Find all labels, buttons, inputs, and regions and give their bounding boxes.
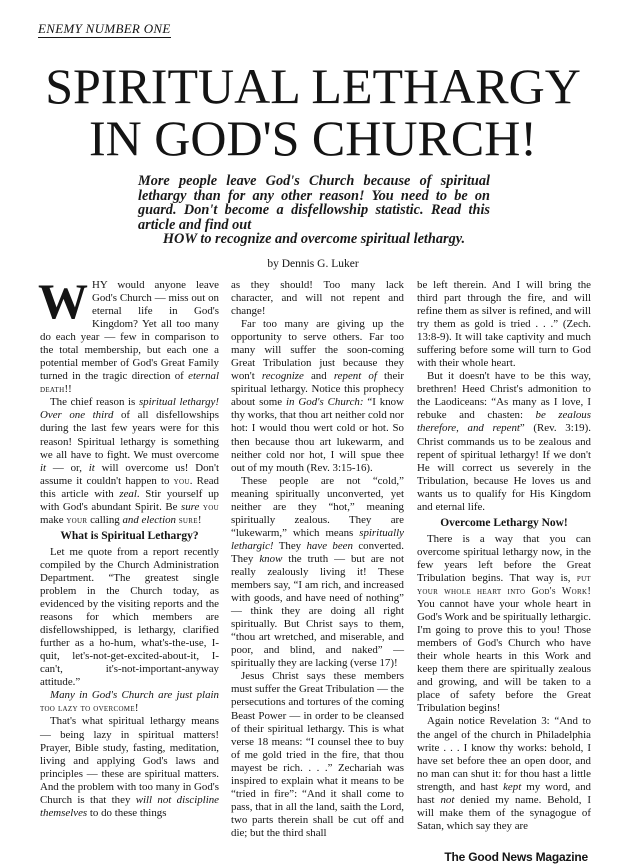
drop-cap: W — [38, 272, 88, 329]
text: There is a way that you can overcome spiritual lethargy now, in the few years left before the Great Tribulation begins. That way is, — [417, 532, 591, 584]
text: their spiritual lethargy. Notice this prophecy about some — [231, 370, 404, 409]
text: But it doesn't have to be this way, brethren! Heed Christ's admonition to the Laodiceans: “As many as I love, I rebuke and chasten: — [417, 370, 591, 422]
italic-text: spiritual lethargy! Over one third — [40, 396, 220, 422]
smallcaps-text: you — [202, 501, 219, 513]
title-line-2: IN GOD'S CHURCH! — [89, 110, 537, 166]
italic-text: recognize — [261, 370, 304, 383]
paragraph: be left therein. And I will bring the third part through the fire, and will refine them as silver is refined, and will try them as gold is tried . . .” (Zech. 13:8-9). It will take captivity and much suffering before some will turn to God with their whole heart. — [417, 278, 591, 370]
text: my word, and hast — [417, 780, 591, 806]
smallcaps-text: put your whole heart into God's Work — [417, 572, 591, 597]
text: ! You cannot have your whole heart in God's Work and be spiritually lethargic. I'm going to prove this to you! Those members of God's Church who have their whole hearts in this Work and keep them there are spiritually zealous and growing, and will be taken to a place of safety before the Great Tribulation begins! — [417, 585, 591, 715]
paragraph: Jesus Christ says these members must suffer the Great Tribulation — the persecutions and tortures of the coming Beast Power — in order to be cleansed of their spiritual lethargy. This is what verse 18 means: “I counsel thee to buy of me gold tried in the fire, that thou mayest be rich. . . .” Zechariah was inspired to explain what it means to be “tried in fire”: “And it shall come to pass, that in all the land, saith the Lord, two parts therein shall be cut off and die; but the third shall — [231, 670, 404, 839]
column-2 — [231, 279, 404, 840]
paragraph: Let me quote from a report recently compiled by the Church Administration Department. “The greatest single problem in the Church today, as evidenced by the visiting reports and the reasons for which members are disfellowshipped, is lethargy, clarified further as a ho-hum, what's-the-use, I-quit, let's-not-get-excited-about-it, I-can't, it's-not-important-anyway attitude.” — [40, 545, 219, 689]
italic-text: it — [88, 461, 95, 474]
kicker: ENEMY NUMBER ONE — [38, 21, 171, 36]
italic-text: spiritually lethargic! — [231, 526, 404, 552]
paragraph — [40, 689, 219, 715]
smallcaps-text: sure — [178, 514, 198, 526]
italic-text: have been — [306, 539, 353, 552]
deck — [138, 174, 490, 247]
text: Again notice Revelation 3: “And to the angel of the church in Philadelphia write . . . I know thy works: behold, I have set before thee an open door, and no man can shut it: for thou hast a little strength, and hast — [417, 715, 591, 793]
italic-text: eternal — [188, 370, 219, 383]
text: ! — [197, 513, 202, 526]
paragraph — [40, 715, 219, 819]
text: . Stir yourself up with God's abundant Spirit. Be — [40, 487, 219, 513]
text: They — [273, 539, 307, 552]
text: the truth — but are not really zealously living it! These members say, “I am rich, and increased with goods, and have need of nothing” — think they are doing all right spiritually. But Christ says to them, “thou art wretched, and miserable, and poor, and blind, and naked” — spiritually they are lacking (verse 17)! — [231, 552, 404, 670]
text: will overcome us! Don't assume it couldn't happen to — [40, 461, 219, 487]
paragraph — [417, 370, 591, 514]
smallcaps-text: you — [173, 475, 190, 487]
text: These people are not “cold,” meaning spiritually unconverted, yet neither are they “hot,” meaning spiritually zealous. They are “lukewarm,” which means — [231, 474, 404, 539]
italic-text: in God's Church: — [286, 396, 364, 409]
text: The chief reason is — [50, 396, 139, 409]
text: denied my name. Behold, I will make them of the synagogue of Satan, which say they are — [417, 793, 591, 832]
italic-text: be zealous therefore, and repent — [417, 409, 591, 435]
paragraph — [231, 475, 404, 671]
text: That's what spiritual lethargy means — being lazy in spiritual matters! Prayer, Bible study, fasting, meditation, living and applying God's laws and principles — these are spiritual matters. And the problem with too many in God's Church is that they — [40, 715, 219, 806]
text: !! — [64, 383, 72, 396]
byline: by Dennis G. Luker — [267, 257, 359, 270]
italic-text: and election — [122, 513, 176, 526]
italic-text: Many in God's Church are just plain — [50, 689, 219, 702]
italic-text: know — [259, 552, 283, 565]
text: ” (Rev. 3:19). Christ commands us to be zealous and repent of spiritual lethargy! If we don't He will correct us severely in the Tribulation, because He loves us and wants us to qualify for His Kingdom and eternal life. — [417, 422, 591, 513]
text: calling — [87, 513, 123, 526]
italic-text: will not discipline themselves — [40, 793, 219, 819]
italic-text: kept — [503, 780, 522, 793]
subhead: Overcome Lethargy Now! — [440, 516, 568, 529]
deck-last-line: HOW to recognize and overcome spiritual lethargy. — [162, 231, 466, 248]
italic-text: zeal — [119, 487, 137, 500]
paragraph — [38, 272, 219, 396]
text: converted. They — [231, 539, 404, 565]
text: make — [40, 513, 67, 526]
text: to do these things — [87, 806, 167, 819]
italic-text: repent of — [333, 370, 377, 383]
deck-main: More people leave God's Church because of spiritual lethargy than for any other reason! You need to be on guard. Don't become a disfellowship statistic. Read this article and find out — [138, 173, 490, 233]
subhead: What is Spiritual Lethargy? — [60, 529, 199, 542]
text: HY would anyone leave God's Church — miss out on eternal life in God's Kingdom? Yet all too many do each year — few in comparison to the total membership, but each one a potential member of God's Great Family turned in the tragic direction of — [40, 278, 219, 383]
italic-text: not — [440, 793, 455, 806]
paragraph — [40, 396, 219, 526]
column-1 — [38, 272, 220, 840]
text: and — [303, 370, 334, 383]
paragraph — [231, 318, 404, 475]
text: — or, — [46, 461, 89, 474]
paragraph: as they should! Too many lack character, and will not repent and change! — [231, 278, 404, 318]
smallcaps-text: your — [66, 514, 88, 526]
title-line-1: SPIRITUAL LETHARGY — [45, 58, 581, 114]
italic-text: sure — [181, 500, 200, 513]
italic-text: it — [40, 461, 47, 474]
text: . Read this article with — [40, 474, 219, 500]
article-columns — [0, 272, 626, 846]
text: “I know thy works, that thou art neither cold nor hot: I would thou wert cold or hot. So then because thou art lukewarm, and neither cold nor hot, I will spue thee out of my mouth (Rev. 3:15-16). — [231, 396, 405, 474]
magazine-footer: The Good News Magazine — [444, 849, 588, 864]
paragraph — [417, 715, 591, 832]
smallcaps-text: death — [40, 384, 65, 396]
smallcaps-text: too lazy to overcome — [40, 703, 135, 715]
article-header — [0, 0, 626, 271]
text: of all disfellowships during the last few years were for this reason! Spiritual lethargy is something we all have to fight. We must overcome — [40, 409, 219, 461]
column-3 — [417, 279, 591, 840]
text: Far too many are giving up the opportunity to serve others. Far too many will suffer the soon-coming Great Tribulation just because they won't — [231, 318, 404, 383]
paragraph — [417, 533, 591, 716]
text: ! — [134, 702, 139, 715]
